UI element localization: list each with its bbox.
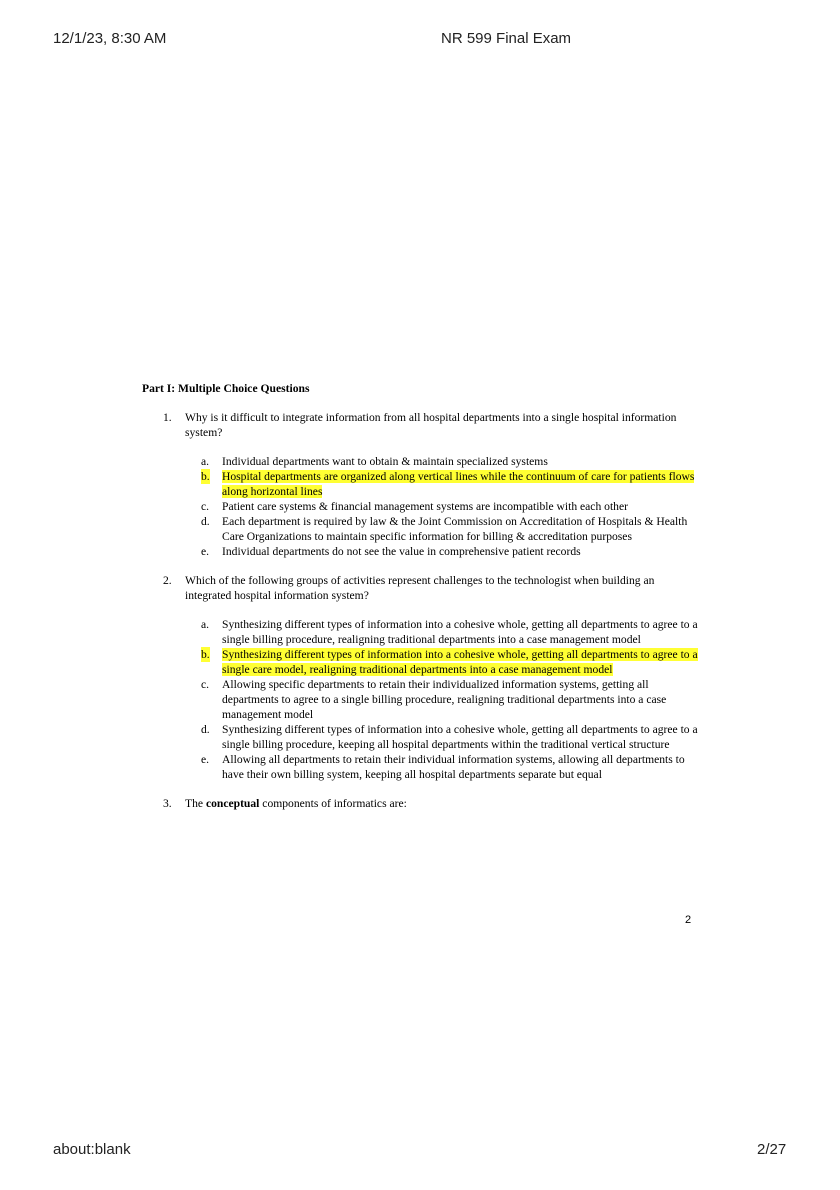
answer-option [185, 752, 702, 782]
section-title: Part I: Multiple Choice Questions [142, 382, 310, 395]
answer-option-highlighted [185, 469, 702, 499]
answer-option-highlighted [185, 647, 702, 677]
question-number: 3. [163, 797, 172, 810]
print-title: NR 599 Final Exam [441, 30, 572, 47]
option-letter: b. [201, 470, 210, 483]
option-text: Allowing all departments to retain their individual information systems, allowing all departments to have their own billing system, keeping all hospital departments separate but equal [222, 753, 685, 781]
print-datetime: 12/1/23, 8:30 AM [53, 30, 167, 47]
question-text: Which of the following groups of activities represent challenges to the technologist when building an integrated hospital information system? [185, 574, 655, 602]
print-header [0, 30, 840, 50]
option-text: Individual departments want to obtain & maintain specialized systems [222, 455, 548, 468]
document-body [142, 381, 702, 811]
question-3 [142, 796, 702, 811]
question-text-emphasis: conceptual [205, 797, 260, 810]
option-letter: b. [201, 648, 210, 661]
question-text [185, 796, 702, 811]
question-number: 1. [163, 411, 172, 424]
option-letter: a. [201, 455, 210, 468]
question-1 [142, 410, 702, 559]
question-number: 2. [163, 574, 172, 587]
answer-option [185, 454, 702, 469]
answer-option [185, 722, 702, 752]
answer-option [185, 514, 702, 544]
option-letter: c. [201, 678, 210, 691]
question-text-after: components of informatics are: [259, 797, 407, 810]
option-text: Synthesizing different types of information into a cohesive whole, getting all departments to agree to a single billing procedure, realigning traditional departments into a case management model [222, 618, 698, 646]
option-letter: e. [201, 753, 210, 766]
option-letter: a. [201, 618, 210, 631]
answer-option [185, 677, 702, 722]
answer-option [185, 544, 702, 559]
print-page-indicator: 2/27 [757, 1141, 787, 1158]
option-text: Individual departments do not see the value in comprehensive patient records [222, 545, 581, 558]
question-text: Why is it difficult to integrate information from all hospital departments into a single hospital information system? [185, 411, 677, 439]
option-text: Allowing specific departments to retain their individualized information systems, getting all departments to agree to a single billing procedure, realigning traditional departments into a case management model [222, 678, 667, 721]
answer-option [185, 617, 702, 647]
option-letter: d. [201, 515, 210, 528]
answer-option [185, 499, 702, 514]
answer-options [185, 617, 702, 782]
print-footer [0, 1141, 840, 1161]
option-text: Hospital departments are organized along vertical lines while the continuum of care for patients flows along horizontal lines [222, 470, 695, 498]
option-text: Synthesizing different types of information into a cohesive whole, getting all departments to agree to a single care model, realigning traditional departments into a case management model [222, 648, 698, 676]
option-text: Patient care systems & financial management systems are incompatible with each other [222, 500, 628, 513]
answer-options [185, 454, 702, 559]
option-text: Each department is required by law & the Joint Commission on Accreditation of Hospitals & Health Care Organizations to maintain specific information for billing & accreditation purposes [222, 515, 688, 543]
option-letter: c. [201, 500, 210, 513]
option-text: Synthesizing different types of information into a cohesive whole, getting all departments to agree to a single billing procedure, keeping all hospital departments within the traditional vertical structure [222, 723, 698, 751]
print-url: about:blank [53, 1141, 131, 1158]
option-letter: d. [201, 723, 210, 736]
question-2 [142, 573, 702, 782]
document-page-number: 2 [685, 914, 692, 926]
option-letter: e. [201, 545, 210, 558]
question-text-before: The [185, 797, 206, 810]
